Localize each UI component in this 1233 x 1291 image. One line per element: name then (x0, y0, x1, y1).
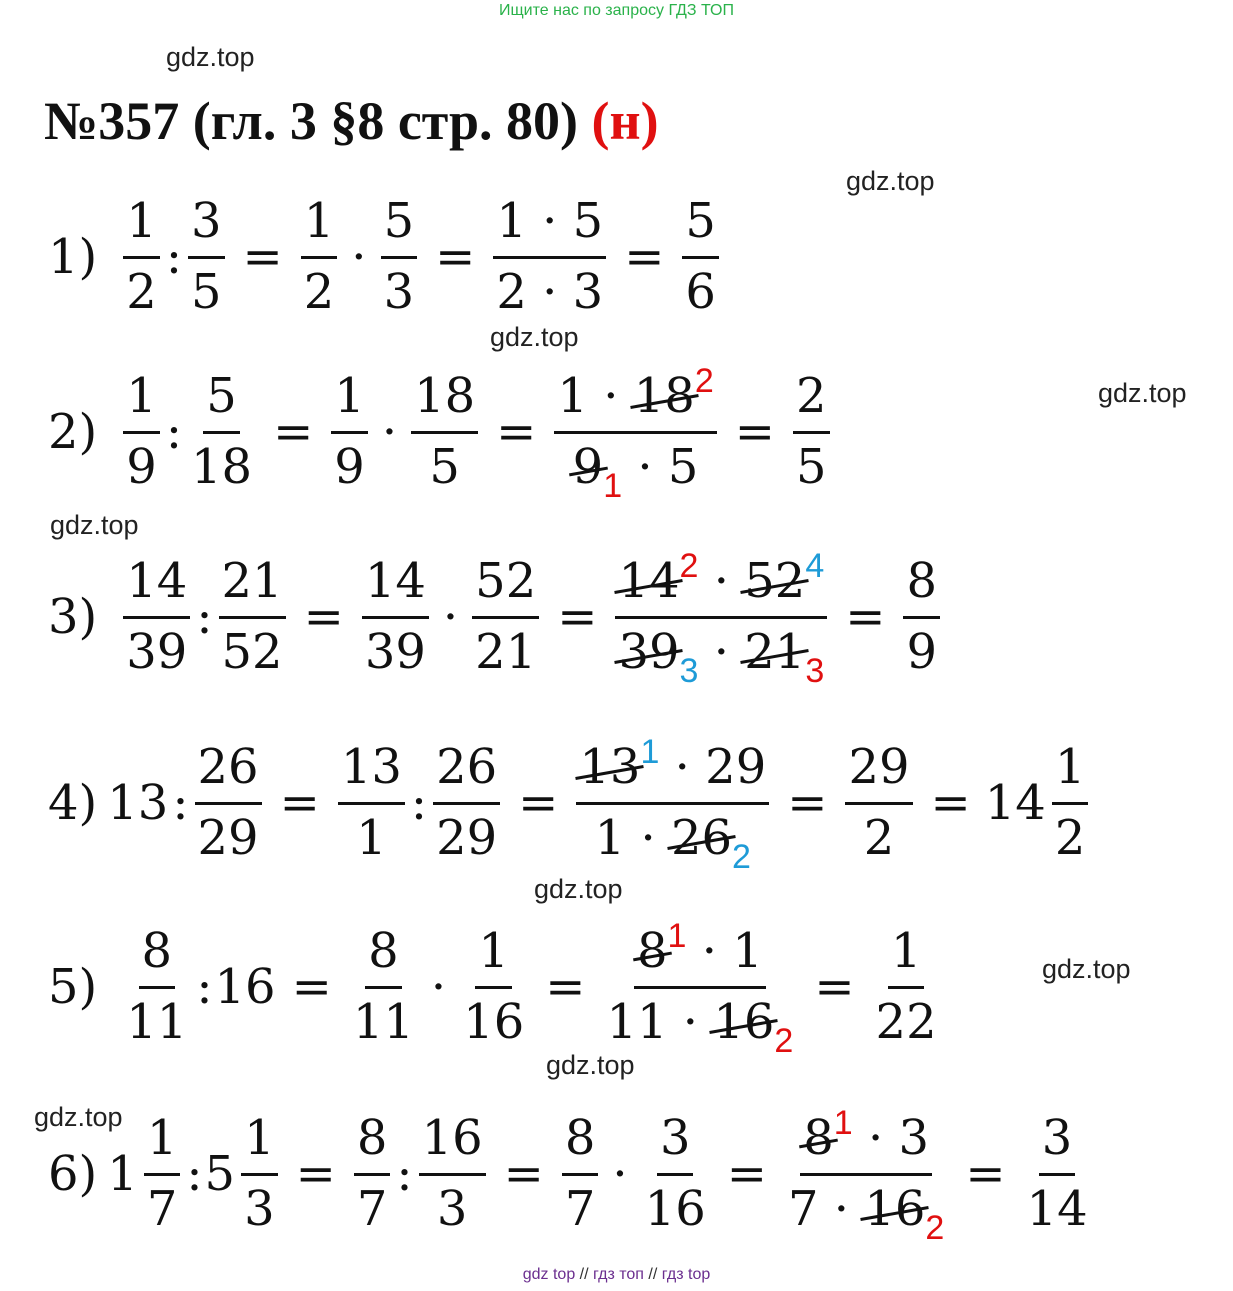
fraction: $\frac{1}{9}$ (123, 363, 160, 500)
title-text: №357 (гл. 3 §8 стр. 80) (44, 91, 578, 151)
reduced-value: 2 (694, 362, 714, 401)
cancelled-factor: 8 (636, 923, 668, 980)
watermark: gdz.top (1042, 954, 1131, 984)
fraction: $\frac{26}{29}$ (195, 734, 262, 871)
fraction: $\frac{8}{7}$ (354, 1105, 391, 1242)
multiply-sign: · (430, 959, 447, 1015)
problem-label: 5) (48, 959, 98, 1015)
fraction: $\frac{1}{7}$ (144, 1105, 181, 1242)
page-title (44, 90, 659, 152)
result-fraction: $\frac{5}{6}$ (682, 188, 719, 325)
cancelled-factor: 13 (579, 739, 641, 796)
multiply-sign: · (381, 404, 398, 460)
whole-number: 13 (107, 775, 169, 831)
divide-sign: : (165, 229, 182, 285)
footer-link[interactable]: gdz top (522, 1266, 576, 1283)
equals-sign: = (726, 1146, 767, 1202)
watermark: gdz.top (50, 510, 139, 540)
fraction: $\frac{3}{5}$ (188, 188, 225, 325)
divide-sign: : (196, 589, 213, 645)
fraction: $\frac{16}{3}$ (419, 1105, 486, 1242)
divide-sign: : (172, 775, 189, 831)
multiply-sign: · (442, 589, 459, 645)
problem-6 (48, 1099, 1095, 1249)
fraction: $\frac{26}{29}$ (433, 734, 500, 871)
fraction: $\frac{1}{3}$ (241, 1105, 278, 1242)
multiply-sign: · (351, 229, 367, 285)
equals-sign: = (965, 1146, 1006, 1202)
reduced-value: 4 (805, 547, 825, 586)
reduction-fraction: $\frac{1 \cdot 18^2}{9_1 \cdot 5}$ (554, 363, 716, 500)
cancelled-factor: 21 (744, 623, 806, 680)
fraction: $\frac{5}{18}$ (188, 363, 255, 500)
multiply-sign: · (612, 1146, 628, 1202)
watermark: gdz.top (34, 1102, 123, 1132)
result-fraction: $\frac{3}{14}$ (1024, 1105, 1091, 1242)
equals-sign: = (242, 229, 283, 285)
problem-5 (48, 912, 944, 1062)
equals-sign: = (557, 589, 598, 645)
reduced-value: 1 (833, 1104, 853, 1143)
reduced-value: 1 (603, 466, 623, 505)
problem-label: 1) (48, 229, 98, 285)
problem-label: 3) (48, 589, 98, 645)
reduced-value: 3 (805, 651, 825, 690)
reduction-fraction: $\frac{8^1 \cdot 1}{11 \cdot 16_2}$ (606, 917, 794, 1060)
fraction: $\frac{52}{21}$ (472, 548, 539, 685)
reduced-value: 3 (679, 651, 699, 690)
equals-sign: = (787, 775, 828, 831)
fraction: $\frac{1}{16}$ (460, 918, 527, 1055)
watermark: gdz.top (846, 166, 935, 196)
reduced-value: 2 (774, 1021, 794, 1060)
equals-sign: = (814, 959, 855, 1015)
fraction: $\frac{29}{2}$ (845, 734, 912, 871)
title-mark: (н) (591, 91, 659, 151)
problem-label: 2) (48, 404, 98, 460)
cancelled-factor: 14 (618, 553, 680, 610)
fraction: $\frac{3}{16}$ (642, 1105, 709, 1242)
equals-sign: = (503, 1146, 544, 1202)
equals-sign: = (303, 589, 344, 645)
cancelled-factor: 8 (803, 1110, 834, 1167)
header-note: Ищите нас по запросу ГДЗ ТОП (499, 2, 734, 19)
equals-sign: = (291, 959, 332, 1015)
watermark: gdz.top (1098, 378, 1187, 408)
equals-sign: = (930, 775, 971, 831)
divide-sign: : (396, 1146, 413, 1202)
watermark: gdz.top (546, 1050, 635, 1080)
reduced-value: 2 (679, 547, 699, 586)
reduction-fraction: $\frac{13^1 \cdot 29}{1 \cdot 26_2}$ (576, 734, 769, 871)
footer (0, 1266, 1233, 1284)
cancelled-factor: 18 (633, 368, 695, 425)
fraction: $\frac{8}{7}$ (562, 1105, 599, 1242)
reduced-value: 1 (640, 733, 660, 772)
equals-sign: = (435, 229, 476, 285)
problem-3 (48, 542, 944, 692)
cancelled-factor: 16 (864, 1180, 926, 1237)
divide-sign: : (186, 1146, 203, 1202)
result-fraction: $\frac{1}{22}$ (873, 918, 940, 1055)
fraction: $\frac{1}{2}$ (301, 188, 338, 325)
whole-number: 16 (214, 959, 276, 1015)
watermark: gdz.top (166, 42, 255, 72)
footer-link[interactable]: гдз top (661, 1266, 711, 1283)
cancelled-factor: 26 (670, 809, 733, 866)
footer-link[interactable]: гдз топ (593, 1266, 644, 1283)
problem-2 (48, 357, 834, 507)
result-whole: 14 (984, 775, 1046, 831)
divide-sign: : (410, 775, 428, 831)
reduced-value: 2 (732, 837, 751, 876)
fraction: $\frac{1}{2}$ (123, 188, 160, 325)
fraction: $\frac{14}{39}$ (123, 548, 190, 685)
fraction: $\frac{8}{11}$ (123, 918, 190, 1055)
fraction: $\frac{1}{9}$ (331, 363, 368, 500)
cancelled-factor: 52 (744, 553, 806, 610)
equals-sign: = (279, 775, 320, 831)
cancelled-factor: 9 (572, 438, 604, 495)
equals-sign: = (518, 775, 559, 831)
fraction: $\frac{18}{5}$ (411, 363, 478, 500)
reduced-value: 2 (925, 1208, 945, 1247)
equals-sign: = (624, 229, 665, 285)
problem-4 (48, 728, 1092, 878)
cancelled-factor: 16 (713, 993, 775, 1050)
watermark: gdz.top (490, 322, 579, 352)
equals-sign: = (545, 959, 586, 1015)
fraction: $\frac{1 \cdot 5}{2 \cdot 3}$ (493, 188, 606, 325)
fraction: $\frac{14}{39}$ (362, 548, 429, 685)
result-fraction: $\frac{8}{9}$ (903, 548, 940, 685)
whole-number: 5 (204, 1146, 236, 1202)
problem-label: 4) (48, 775, 98, 831)
equals-sign: = (295, 1146, 336, 1202)
reduction-fraction: $\frac{8^1 \cdot 3}{7 \cdot 16_2}$ (787, 1104, 945, 1247)
divide-sign: : (165, 404, 182, 460)
problem-1 (48, 182, 723, 332)
cancelled-factor: 39 (618, 623, 680, 680)
watermark: gdz.top (534, 874, 623, 904)
divide-sign: : (196, 959, 213, 1015)
equals-sign: = (845, 589, 886, 645)
footer-separator: // (648, 1266, 658, 1283)
fraction: $\frac{13}{1}$ (338, 734, 405, 871)
whole-number: 1 (107, 1146, 138, 1202)
reduction-fraction: $\frac{14^2 \cdot 52^4}{39_3 \cdot 21_3}$ (615, 548, 827, 685)
problem-label: 6) (48, 1146, 98, 1202)
result-fraction: $\frac{2}{5}$ (793, 363, 830, 500)
equals-sign: = (734, 404, 775, 460)
reduced-value: 1 (667, 917, 687, 956)
fraction: $\frac{5}{3}$ (381, 188, 418, 325)
fraction: $\frac{21}{52}$ (219, 548, 286, 685)
equals-sign: = (496, 404, 537, 460)
fraction: $\frac{8}{11}$ (350, 918, 417, 1055)
footer-separator: // (579, 1266, 589, 1283)
equals-sign: = (273, 404, 314, 460)
result-fraction: $\frac{1}{2}$ (1052, 734, 1089, 871)
